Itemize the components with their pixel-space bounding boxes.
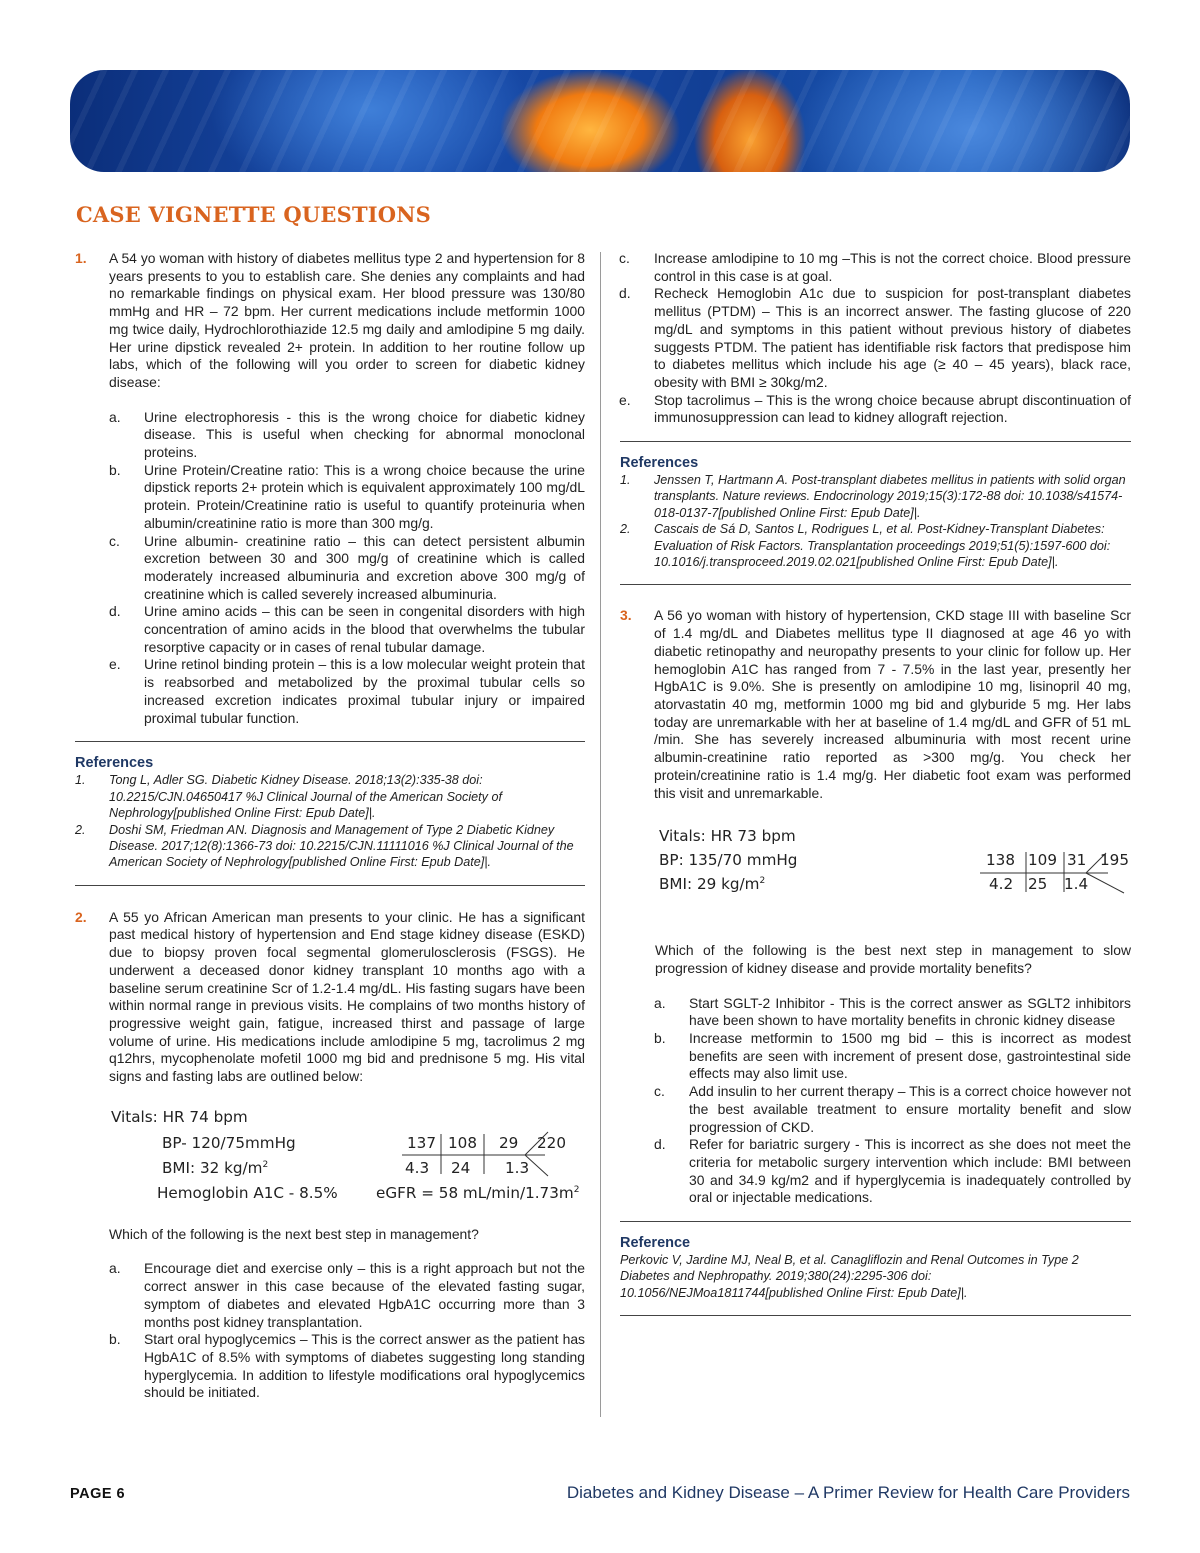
publication-title: Diabetes and Kidney Disease – A Primer Review for Health Care Providers <box>566 1483 1130 1502</box>
vitals-hr: Vitals: HR 74 bpm <box>111 1107 248 1126</box>
answer-options-continued <box>585 250 1131 427</box>
option-d: d. Refer for bariatric surgery - This is incorrect as she does not meet the criteria for metabolic surgery intervention which include: BMI between 30 and 34.9 kg/m2 and if hyperglycemia is inadequately controlled by oral or injectable medications. <box>654 1136 1131 1206</box>
lab-bicarbonate: 24 <box>451 1158 471 1177</box>
lab-potassium: 4.3 <box>405 1158 430 1177</box>
references-2 <box>620 454 1131 570</box>
answer-options <box>75 409 585 728</box>
option-a: a. Start SGLT-2 Inhibitor - This is the correct answer as SGLT2 inhibitors have been shown to have mortality benefits in chronic kidney disease <box>654 994 1131 1029</box>
option-a: a. Urine electrophoresis - this is the wrong choice for diabetic kidney disease. This is useful when checking for abnormal monoclonal proteins. <box>109 408 585 461</box>
references-heading: References <box>620 455 699 472</box>
vitals-bp: BP: 135/70 mmHg <box>659 851 798 870</box>
lab-bun: 29 <box>499 1133 519 1152</box>
option-c: c. Increase amlodipine to 10 mg –This is not the correct choice. Blood pressure control in this case is at goal. <box>619 250 1131 284</box>
option-d: d. Recheck Hemoglobin A1c due to suspicion for post-transplant diabetes mellitus (PTDM) – This is an incorrect answer. The fasting glucose of 220 mg/dL and symptoms in this patient without previous history of diabetes suggests PTDM. The patient has identifiable risk factors that predispose him to diabetes mellitus which include his age (≥ 40 – 45 years), black race, obesity with BMI ≥ 30kg/m2. <box>619 285 1131 390</box>
option-c: c. Add insulin to her current therapy – This is a correct choice however not the best available treatment to ensure mortality benefit and slow progression of CKD. <box>654 1083 1131 1135</box>
question-prompt: Which of the following is the best next step in management to slow progression of kidney disease and provide mortality benefits? <box>655 942 1131 976</box>
references-1 <box>75 754 585 870</box>
left-column <box>75 250 585 1402</box>
question-3 <box>620 607 1131 802</box>
question-stem: A 56 yo woman with history of hypertension, CKD stage III with baseline Scr of 1.4 mg/dL and Diabetes mellitus type II diagnosed at age 46 yo with diabetic retinopathy and neuropathy presents to your clinic for follow up. Her hemoglobin A1C has ranged from 7 - 7.5% in the last year, presently her HgbA1C is 9.0%. She is presently on amlodipine 10 mg, lisinopril 40 mg, atorvastatin 40 mg, metformin 1000 mg bid and glyburide 5 mg. Her labs today are unremarkable with her at baseline of 1.4 mg/dL and GFR of 51 mL /min. She has severely increased albuminuria with most recent urine albumin-creatinine ratio reported as >300 mg/g. You check her protein/creatinine ratio is 1.4 mg/g. Her diabetic foot exam was performed this visit and unremarkable. <box>654 607 1131 801</box>
option-e: e. Urine retinol binding protein – this is a low molecular weight protein that is reabsorbed and metabolized by the proximal tubular cells so increased excretion indicates proximal tubular injury or impaired proximal tubular function. <box>109 656 585 726</box>
option-b: b. Start oral hypoglycemics – This is the correct answer as the patient has HgbA1C of 8.5% with symptoms of diabetes suggesting long standing hyperglycemia. In addition to lifestyle modifications oral hypoglycemics should be initiated. <box>109 1331 585 1401</box>
lab-sodium: 138 <box>986 851 1015 870</box>
question-prompt: Which of the following is the next best step in management? <box>109 1225 479 1242</box>
option-d: d. Urine amino acids – this can be seen in congenital disorders with high concentration of amino acids in the blood that overwhelms the tubular resorptive capacity or in cases of renal tubular damage. <box>109 603 585 655</box>
section-title: CASE VIGNETTE QUESTIONS <box>76 202 432 227</box>
vitals-and-labs-3 <box>620 816 1131 908</box>
question-number: 1. <box>75 250 87 266</box>
vitals-a1c: Hemoglobin A1C - 8.5% <box>157 1183 338 1202</box>
references-heading: Reference <box>620 1235 691 1252</box>
option-b: b. Increase metformin to 1500 mg bid – this is incorrect as modest benefits are seen with increment of present dose, gastrointestinal side effects may also limit use. <box>654 1030 1131 1082</box>
lab-chloride: 109 <box>1028 851 1057 870</box>
vitals-bp: BP- 120/75mmHg <box>162 1133 296 1152</box>
vitals-bmi: BMI: 32 $kg/m^2$ <box>162 1158 269 1177</box>
vitals-hr: Vitals: HR 73 bpm <box>659 827 796 846</box>
divider <box>75 885 585 886</box>
divider <box>75 741 585 742</box>
reference-item: 2. Doshi SM, Friedman AN. Diagnosis and Management of Type 2 Diabetic Kidney Disease. 2017;12(8):1366-73 doi: 10.2215/CJN.11111016 %J Clinical Journal of the American Society of Nephrology[published Online First: Epub Date]|. <box>75 822 574 870</box>
option-c: c. Urine albumin- creatinine ratio – this can detect persistent albumin excretion between 30 and 300 mg/g of creatinine which is called moderately increased albuminuria and excretion above 300 mg/g of creatinine which is called severely increased albuminuria. <box>109 532 585 602</box>
lab-sodium: 137 <box>407 1133 436 1152</box>
divider <box>620 1315 1131 1316</box>
question-stem: A 54 yo woman with history of diabetes mellitus type 2 and hypertension for 8 years presents to you to establish care. She denies any complaints and had no remarkable findings on physical exam. Her blood pressure was 130/80 mmHg and HR – 72 bpm. Her current medications include metformin 1000 mg twice daily, Hydrochlorothiazide 12.5 mg daily and amlodipine 5 mg daily. Her urine dipstick revealed 2+ protein. In addition to her routine follow up labs, which of the following will you order to screen for diabetic kidney disease: <box>109 250 585 390</box>
reference-item: 1. Jenssen T, Hartmann A. Post-transplant diabetes mellitus in patients with solid organ transplants. Nature reviews. Endocrinology 2019;15(3):172-88 doi: 10.1038/s41574-018-0137-7[published Online First: Epub Date]|. <box>620 473 1126 520</box>
reference-item: Perkovic V, Jardine MJ, Neal B, et al. Canagliflozin and Renal Outcomes in Type 2 Diabetes and Nephropathy. 2019;380(24):2295-306 doi: 10.1056/NEJMoa1811744[published Online First: Epub Date]|. <box>620 1253 1079 1300</box>
page-number: PAGE 6 <box>70 1486 126 1502</box>
lab-potassium: 4.2 <box>989 875 1014 894</box>
answer-options <box>620 995 1131 1207</box>
question-number: 2. <box>75 908 87 925</box>
header-banner-image <box>70 70 1130 172</box>
option-a: a. Encourage diet and exercise only – this is a right approach but not the correct answer in this case because of the elevated fasting sugar, symptom of diabetes and elevated HgbA1C occurring more than 3 months post kidney transplantation. <box>109 1260 585 1330</box>
question-2 <box>75 909 585 1086</box>
lab-chloride: 108 <box>448 1133 477 1152</box>
reference-item: 2. Cascais de Sá D, Santos L, Rodrigues L, et al. Post-Kidney-Transplant Diabetes: Evaluation of Risk Factors. Transplantation proceedings 2019;51(5):1597-600 doi: 10.1016/j.transproceed.2019.02.021[published Online First: Epub Date]|. <box>620 522 1111 570</box>
reference-item: 1. Tong L, Adler SG. Diabetic Kidney Disease. 2018;13(2):335-38 doi: 10.2215/CJN.04650417 %J Clinical Journal of the American Society of Nephrology[published Online First: Epub Date]|. <box>75 773 502 821</box>
option-e: e. Stop tacrolimus – This is the wrong choice because abrupt discontinuation of immunosuppression can lead to kidney allograft rejection. <box>619 391 1131 426</box>
vitals-and-labs-2 <box>75 1100 585 1212</box>
question-1 <box>75 250 585 392</box>
divider <box>620 441 1131 442</box>
lab-bicarbonate: 25 <box>1028 875 1048 894</box>
divider <box>620 1221 1131 1222</box>
question-stem: A 55 yo African American man presents to your clinic. He has a significant past medical history of hypertension and End stage kidney disease (ESKD) due to biopsy proven focal segmental glomerulosclerosis (FSGS). He underwent a deceased donor kidney transplant 10 months ago with a baseline serum creatinine Scr of 1.2-1.4 mg/dL. His fasting sugars have been within normal range in previous visits. He complains of two months history of progressive weight gain, fatigue, increased thirst and passage of large volume of urine. His medications include amlodipine 5 mg, tacrolimus 2 mg q12hrs, mycophenolate mofetil 1000 mg bid and prednisone 5 mg. His vital signs and fasting labs are outlined below: <box>109 908 585 1085</box>
lab-creatinine: 1.3 <box>505 1158 530 1177</box>
question-number: 3. <box>620 607 632 624</box>
vitals-egfr: eGFR = 58 $mL/\min/1.73m^2$ <box>376 1183 580 1202</box>
right-column <box>620 250 1131 1316</box>
references-3 <box>620 1234 1131 1301</box>
lab-bun: 31 <box>1067 851 1087 870</box>
lab-glucose: 220 <box>537 1133 566 1152</box>
option-b: b. Urine Protein/Creatine ratio: This is a wrong choice because the urine dipstick reports 2+ protein which is equivalent approximately 100 mg/dL protein. Protein/Creatinine ratio is useful to quantify proteinuria when albumin/creatinine ratio is more than 300 mg/g. <box>109 461 585 531</box>
references-heading: References <box>75 755 154 772</box>
lab-glucose: 195 <box>1100 851 1129 870</box>
answer-options <box>75 1260 585 1402</box>
vitals-bmi: BMI: 29 $kg/m^2$ <box>659 875 766 894</box>
divider <box>620 584 1131 585</box>
lab-creatinine: 1.4 <box>1064 875 1089 894</box>
